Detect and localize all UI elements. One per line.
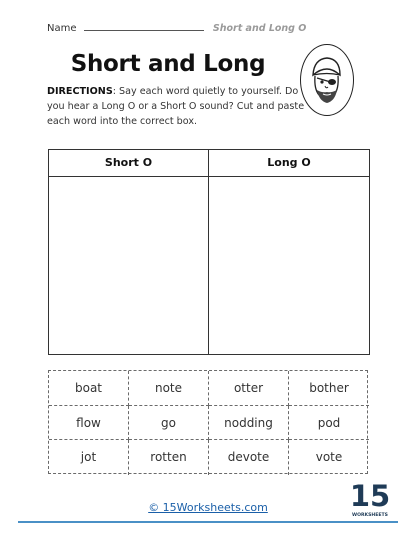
page-title: Short and Long [70, 51, 266, 77]
worksheets-logo [349, 473, 391, 523]
directions-text: : Say each word quietly to yourself. Do you hear a Long O or a Short O sound? Cut and paste each word into the correct box. [47, 86, 305, 127]
short-o-drop-box[interactable] [49, 177, 208, 354]
directions-label: DIRECTIONS [47, 86, 113, 97]
word-cutout-bother[interactable]: bother [289, 371, 369, 406]
footer-divider [18, 521, 398, 523]
pirate-illustration [300, 44, 354, 116]
word-cutout-otter[interactable]: otter [209, 371, 289, 406]
word-cutout-vote[interactable]: vote [315, 450, 343, 464]
name-blank-line[interactable] [84, 29, 204, 31]
directions [47, 84, 309, 129]
word-cutout-flow[interactable]: flow [49, 406, 129, 441]
pirate-icon [301, 45, 352, 114]
long-o-drop-box[interactable] [209, 177, 369, 354]
col-short-o: Short O [104, 156, 153, 169]
word-cutout-pod[interactable]: pod [289, 406, 369, 441]
word-cutout-devote[interactable]: devote [209, 440, 289, 475]
logo-text: WORKSHEETS [352, 513, 388, 518]
table-header-row [49, 150, 369, 177]
word-cutout-rotten[interactable]: rotten [129, 440, 209, 475]
name-label: Name [47, 23, 77, 34]
word-cutout-jot[interactable]: jot [49, 440, 129, 475]
logo-number: 15 [349, 479, 391, 513]
word-cutout-note[interactable]: note [129, 371, 209, 406]
word-cutout-boat[interactable]: boat [49, 371, 129, 406]
sorting-table [48, 149, 370, 355]
word-cutout-go[interactable]: go [129, 406, 209, 441]
footer-link[interactable]: © 15Worksheets.com [148, 501, 268, 514]
word-cutout-nodding[interactable]: nodding [209, 406, 289, 441]
col-long-o: Long O [267, 156, 311, 169]
logo-icon [349, 473, 391, 523]
name-row [47, 23, 306, 34]
word-cutout-grid [48, 370, 368, 474]
header-topic: Short and Long O [212, 23, 307, 34]
